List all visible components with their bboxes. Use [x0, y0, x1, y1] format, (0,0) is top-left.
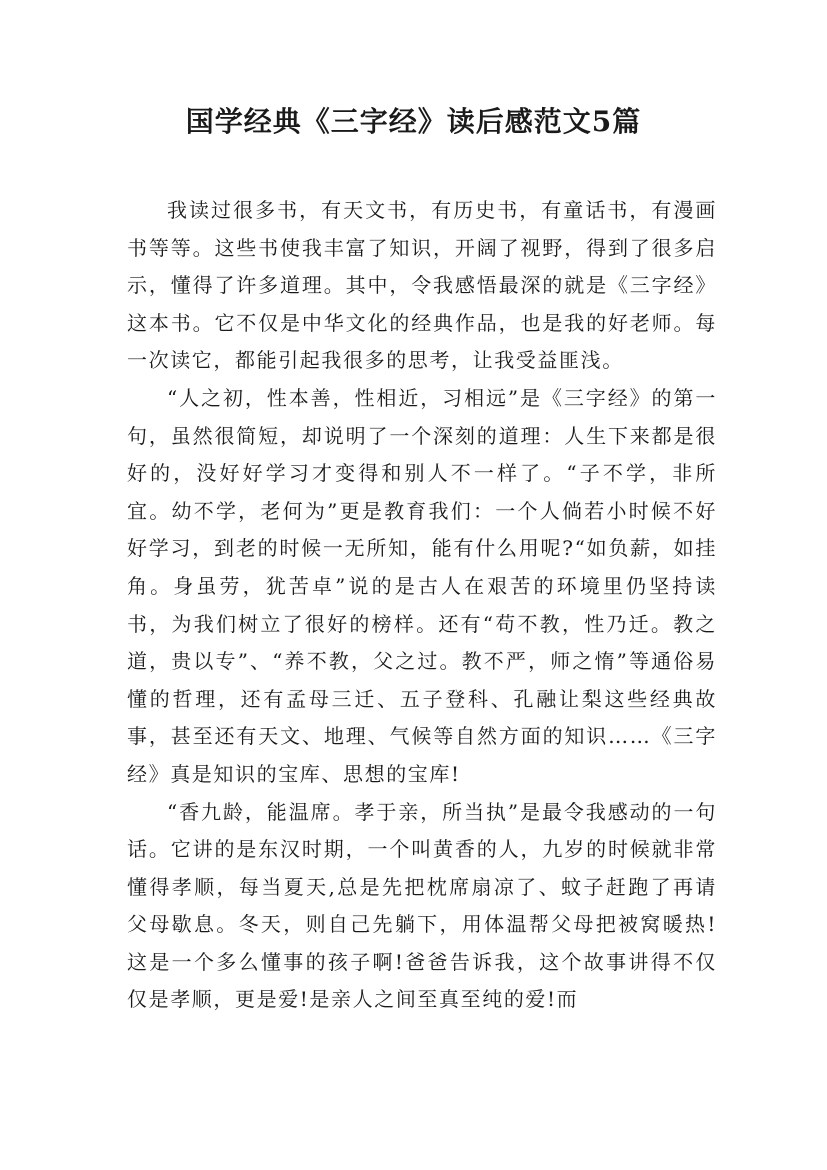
paragraph-2: “人之初，性本善，性相近，习相远”是《三字经》的第一句，虽然很简短，却说明了一个深刻的道理：人生下来都是很好的，没好好学习才变得和别人不一样了。“子不学，非所宜。幼不学，老何为”更是教育我们：一个人倘若小时候不好好学习，到老的时候一无所知，能有什么用呢?“如负薪，如挂角。身虽劳，犹苦卓”说的是古人在艰苦的环境里仍坚持读书，为我们树立了很好的榜样。还有“苟不教，性乃迁。教之道，贵以专”、“养不教，父之过。教不严，师之惰”等通俗易懂的哲理，还有孟母三迁、五子登科、孔融让梨这些经典故事，甚至还有天文、地理、气候等自然方面的知识……《三字经》真是知识的宝库、思想的宝库! — [127, 385, 717, 786]
document-title: 国学经典《三字经》读后感范文5篇 — [185, 105, 642, 138]
paragraph-1: 我读过很多书，有天文书，有历史书，有童话书，有漫画书等等。这些书使我丰富了知识，开阔了视野，得到了很多启示，懂得了许多道理。其中，令我感悟最深的就是《三字经》这本书。它不仅是中华文化的经典作品，也是我的好老师。每一次读它，都能引起我很多的思考，让我受益匪浅。 — [127, 198, 717, 373]
document-body — [127, 192, 717, 1019]
paragraph-3: “香九龄，能温席。孝于亲，所当执”是最令我感动的一句话。它讲的是东汉时期，一个叫黄香的人，九岁的时候就非常懂得孝顺，每当夏天,总是先把枕席扇凉了、蚊子赶跑了再请父母歇息。冬天，则自己先躺下，用体温帮父母把被窝暖热!这是一个多么懂事的孩子啊!爸爸告诉我，这个故事讲得不仅仅是孝顺，更是爱!是亲人之间至真至纯的爱!而 — [127, 799, 717, 1012]
